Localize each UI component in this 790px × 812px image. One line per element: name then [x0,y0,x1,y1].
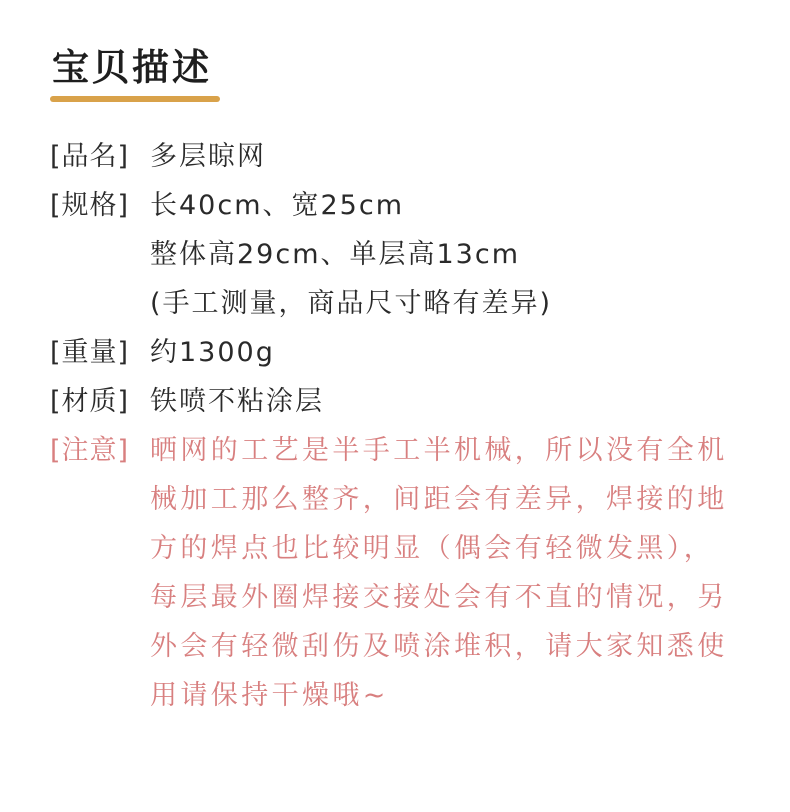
spec-value-line: 多层晾网 [150,141,266,172]
spec-value-name [150,132,770,181]
spec-label-size: [规格] [50,190,130,221]
note-line: 外会有轻微刮伤及喷涂堆积，请大家知悉使 [150,631,728,662]
spec-value-line: 铁喷不粘涂层 [150,386,324,417]
spec-label-name: [品名] [50,141,130,172]
spec-row-material [50,377,770,426]
note-line: 用请保持干燥哦~ [150,680,389,711]
note-label: [注意] [50,435,130,466]
spec-value-line: 整体高29cm、单层高13cm [150,239,521,270]
note-line: 晒网的工艺是半手工半机械，所以没有全机 [150,435,728,466]
spec-list [50,132,770,720]
note-row [50,426,770,720]
title-underline [50,96,220,102]
spec-row-size [50,181,770,328]
spec-value-line: (手工测量，商品尺寸略有差异) [150,288,553,319]
section-title: 宝贝描述 [52,46,212,89]
spec-row-name [50,132,770,181]
spec-value-size [150,181,770,328]
section-header [50,44,220,104]
spec-value-line: 约1300g [150,337,275,368]
spec-value-material [150,377,770,426]
spec-label-weight: [重量] [50,337,130,368]
note-line: 械加工那么整齐，间距会有差异，焊接的地 [150,484,728,515]
spec-value-line: 长40cm、宽25cm [150,190,405,221]
note-text [150,426,770,720]
spec-value-weight [150,328,770,377]
spec-label-material: [材质] [50,386,130,417]
note-line: 方的焊点也比较明显（偶会有轻微发黑）， [150,533,715,564]
note-line: 每层最外圈焊接交接处会有不直的情况，另 [150,582,728,613]
spec-row-weight [50,328,770,377]
